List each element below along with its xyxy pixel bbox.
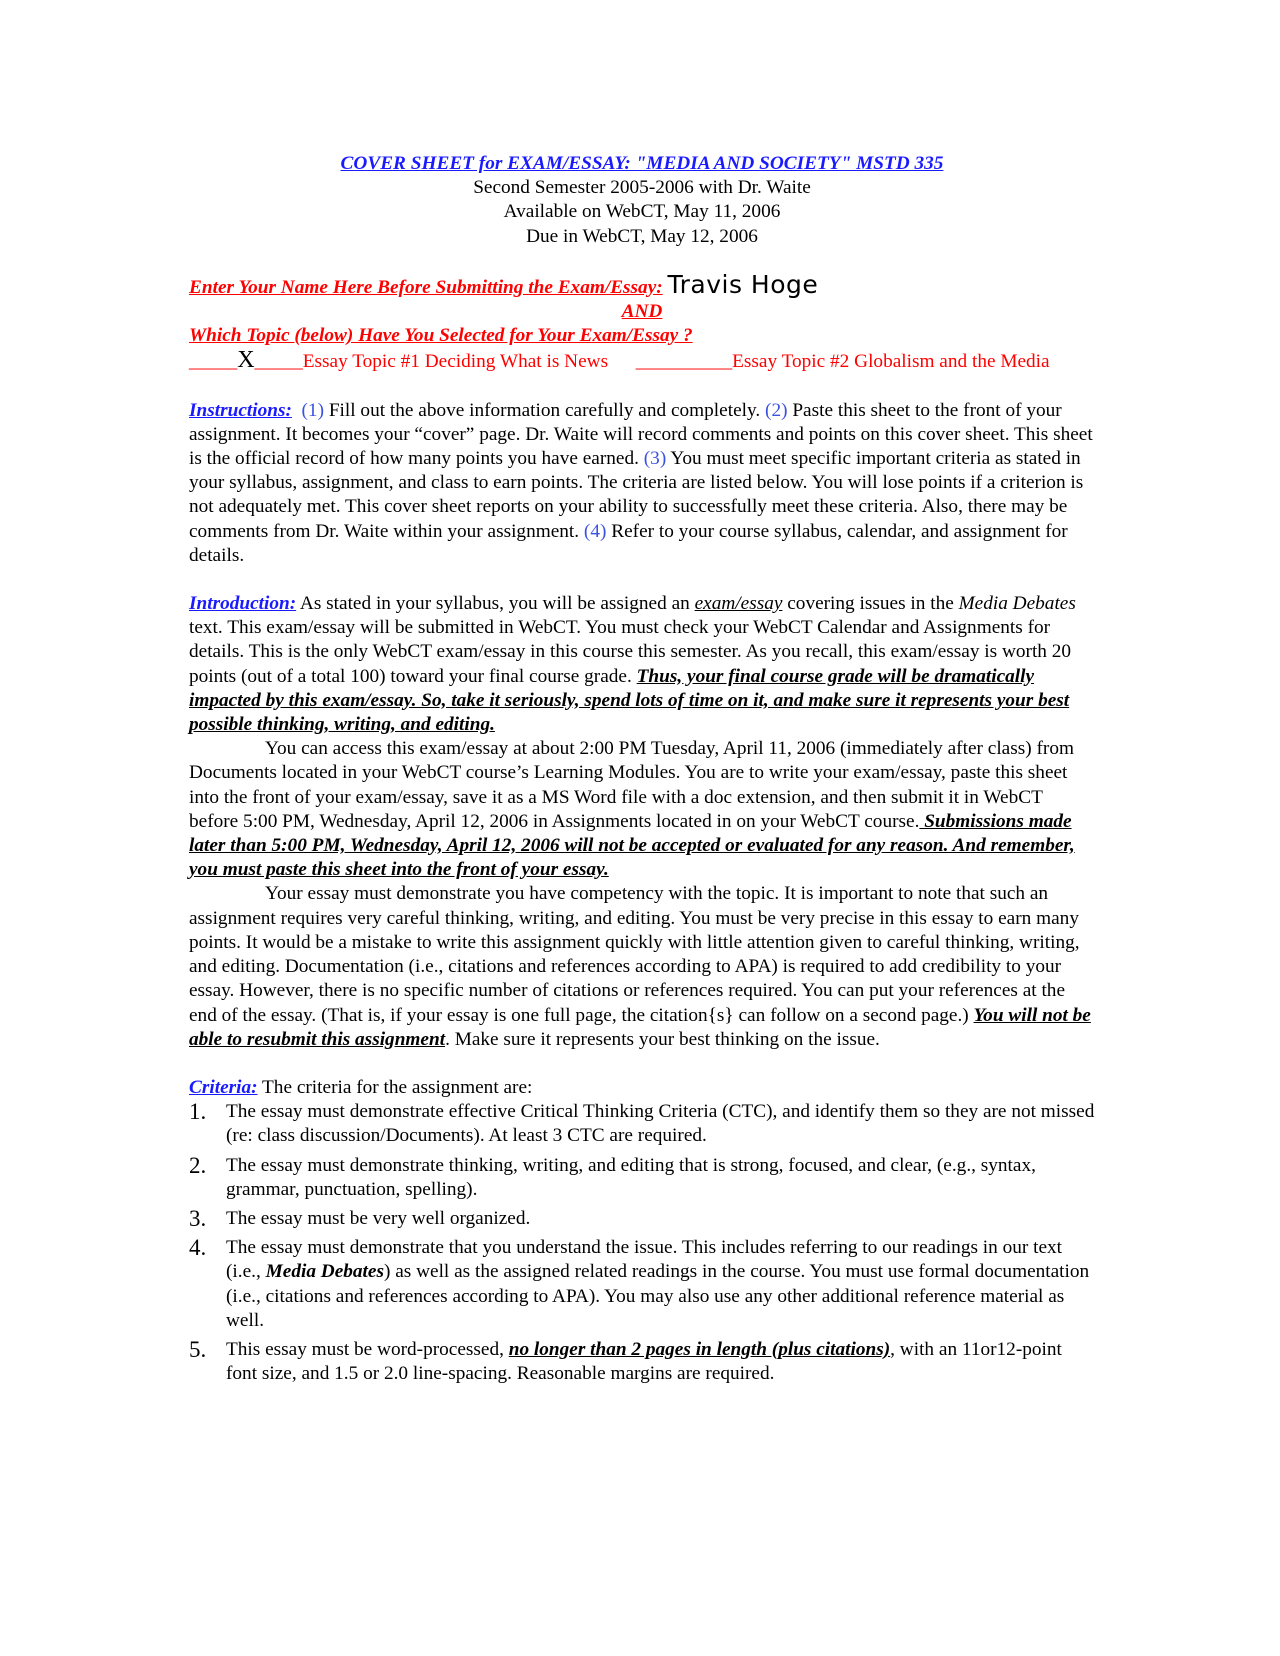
criteria-number: 2. — [189, 1152, 207, 1178]
instruction-number-2: (2) — [765, 399, 788, 421]
topic-selection-line — [189, 348, 1095, 374]
student-info-block — [189, 269, 1095, 375]
topic1-label: Essay Topic #1 Deciding What is News — [302, 351, 609, 373]
competency-text-end: . Make sure it represents your best thinking on the issue. — [445, 1028, 880, 1050]
criteria-number: 3. — [189, 1205, 207, 1231]
topic2-blank[interactable]: __________ — [635, 351, 733, 373]
name-line — [189, 269, 1095, 300]
criteria-item — [189, 1154, 1095, 1202]
criteria-text — [226, 1236, 1095, 1333]
instruction-text-3: You must meet specific important criteria as stated in your syllabus, assignment, and class to earn points. The criteria are listed below. You will lose points if a criterion is not adequately met. This cover sheet reports on your ability to successfully meet these criteria. Also, there may be comments from Dr. Waite within your assignment. — [189, 448, 1084, 542]
criteria-book-title: Media Debates — [265, 1261, 384, 1283]
topic1-selected-mark[interactable]: X — [237, 347, 255, 374]
due-line: Due in WebCT, May 12, 2006 — [526, 225, 758, 247]
criteria-text — [226, 1338, 1095, 1386]
intro-book-title: Media Debates — [958, 593, 1076, 615]
criteria-lead-line — [189, 1076, 1095, 1100]
instructions-paragraph — [189, 399, 1095, 568]
student-name[interactable]: Travis Hoge — [667, 269, 819, 299]
instruction-text-1: Fill out the above information carefully and completely. — [324, 399, 766, 421]
criteria-lead: The criteria for the assignment are: — [257, 1076, 533, 1098]
criteria-number: 5. — [189, 1336, 207, 1362]
introduction-paragraph-2 — [189, 737, 1095, 882]
criteria-number: 4. — [189, 1235, 207, 1261]
criteria-item — [189, 1207, 1095, 1231]
topic-prompt: Which Topic (below) Have You Selected for Your Exam/Essay ? — [189, 325, 693, 347]
instruction-text-2: Paste this sheet to the front of your assignment. It becomes your “cover” page. Dr. Waite will record comments and points on this cover sheet. This sheet is the official record of how many points you have earned. — [189, 399, 1093, 470]
topic1-blank-post: _____ — [254, 351, 303, 373]
name-prompt: Enter Your Name Here Before Submitting the Exam/Essay: — [189, 276, 663, 298]
instruction-text-4: Refer to your course syllabus, calendar, and assignment for details. — [189, 520, 1068, 566]
header-block — [189, 152, 1095, 249]
available-line: Available on WebCT, May 11, 2006 — [503, 201, 781, 223]
criteria-heading: Criteria: — [189, 1076, 258, 1098]
resubmit-emphasis: You will not be able to resubmit this assignment — [189, 1004, 1091, 1050]
semester-line: Second Semester 2005-2006 with Dr. Waite — [473, 177, 811, 199]
intro-text-b: covering issues in the — [782, 593, 959, 615]
criteria-text: The essay must be very well organized. — [226, 1207, 531, 1229]
topic1-blank-pre: _____ — [189, 351, 238, 373]
intro-emphasis: Thus, your final course grade will be dramatically impacted by this exam/essay. So, take it seriously, spend lots of time on it, and make sure it represents your best possible thinking, writing, and editing. — [189, 665, 1070, 736]
introduction-paragraph-1 — [189, 592, 1095, 737]
criteria-item — [189, 1236, 1095, 1333]
criteria-item — [189, 1338, 1095, 1386]
topic2-label: Essay Topic #2 Globalism and the Media — [732, 351, 1050, 373]
criteria-list — [189, 1100, 1095, 1386]
competency-text: Your essay must demonstrate you have competency with the topic. It is important to note that such an assignment requires very careful thinking, writing, and editing. You must be very precise in this essay to earn many points. It would be a mistake to write this assignment quickly with little attention given to careful thinking, writing, and editing. Documentation (i.e., citations and references according to APA) is required to add credibility to your essay. However, there is no specific number of citations or references required. You can put your references at the end of the essay. (That is, if your essay is one full page, the citation{s} can follow on a second page.) — [189, 883, 1080, 1026]
deadline-emphasis: Submissions made later than 5:00 PM, Wednesday, April 12, 2006 will not be accepted or evaluated for any reason. And remember, you must paste this sheet into the front of your essay. — [189, 810, 1075, 881]
criteria-text-b: , with an 11or12-point font size, and 1.5 or 2.0 line-spacing. Reasonable margins are required. — [226, 1338, 1062, 1385]
access-text: You can access this exam/essay at about 2:00 PM Tuesday, April 11, 2006 (immediately after class) from Documents located in your WebCT course’s Learning Modules. You are to write your exam/essay, paste this sheet into the front of your exam/essay, save it as a MS Word file with a doc extension, and then submit it in WebCT before 5:00 PM, Wednesday, April 12, 2006 in Assignments located in on your WebCT course. — [189, 738, 1074, 832]
and-label: AND — [621, 301, 663, 323]
criteria-item — [189, 1100, 1095, 1148]
criteria-number: 1. — [189, 1099, 207, 1125]
intro-text-a: As stated in your syllabus, you will be assigned an — [296, 593, 695, 615]
criteria-text-a: The essay must demonstrate that you understand the issue. This includes referring to our readings in our text (i.e., — [226, 1237, 1063, 1283]
instructions-heading: Instructions: — [189, 399, 292, 421]
criteria-text: The essay must demonstrate effective Critical Thinking Criteria (CTC), and identify them so they are not missed (re: class discussion/Documents). At least 3 CTC are required. — [226, 1101, 1095, 1147]
instruction-number-3: (3) — [643, 448, 667, 470]
instruction-number-4: (4) — [583, 520, 607, 542]
document-body — [189, 152, 1095, 1391]
introduction-paragraph-3 — [189, 882, 1095, 1051]
criteria-text: The essay must demonstrate thinking, writing, and editing that is strong, focused, and clear, (e.g., syntax, grammar, punctuation, spelling). — [226, 1154, 1036, 1200]
document-title: COVER SHEET for EXAM/ESSAY: "MEDIA AND SOCIETY" MSTD 335 — [340, 153, 944, 174]
intro-text-c: text. This exam/essay will be submitted in WebCT. You must check your WebCT Calendar and Assignments for details. This is the only WebCT exam/essay in this course this semester. As you recall, this exam/essay is worth 20 points (out of a total 100) toward your final course grade. — [189, 617, 1072, 687]
instruction-number-1: (1) — [301, 399, 324, 421]
criteria-text-b: ) as well as the assigned related readings in the course. You must use formal documentation (i.e., citations and references according to APA). You may also use any other additional reference material as well. — [226, 1261, 1090, 1331]
introduction-heading: Introduction: — [189, 593, 297, 615]
intro-exam-essay: exam/essay — [694, 593, 783, 615]
length-emphasis: no longer than 2 pages in length (plus citations) — [508, 1338, 891, 1360]
criteria-text-a: This essay must be word-processed, — [226, 1338, 509, 1360]
